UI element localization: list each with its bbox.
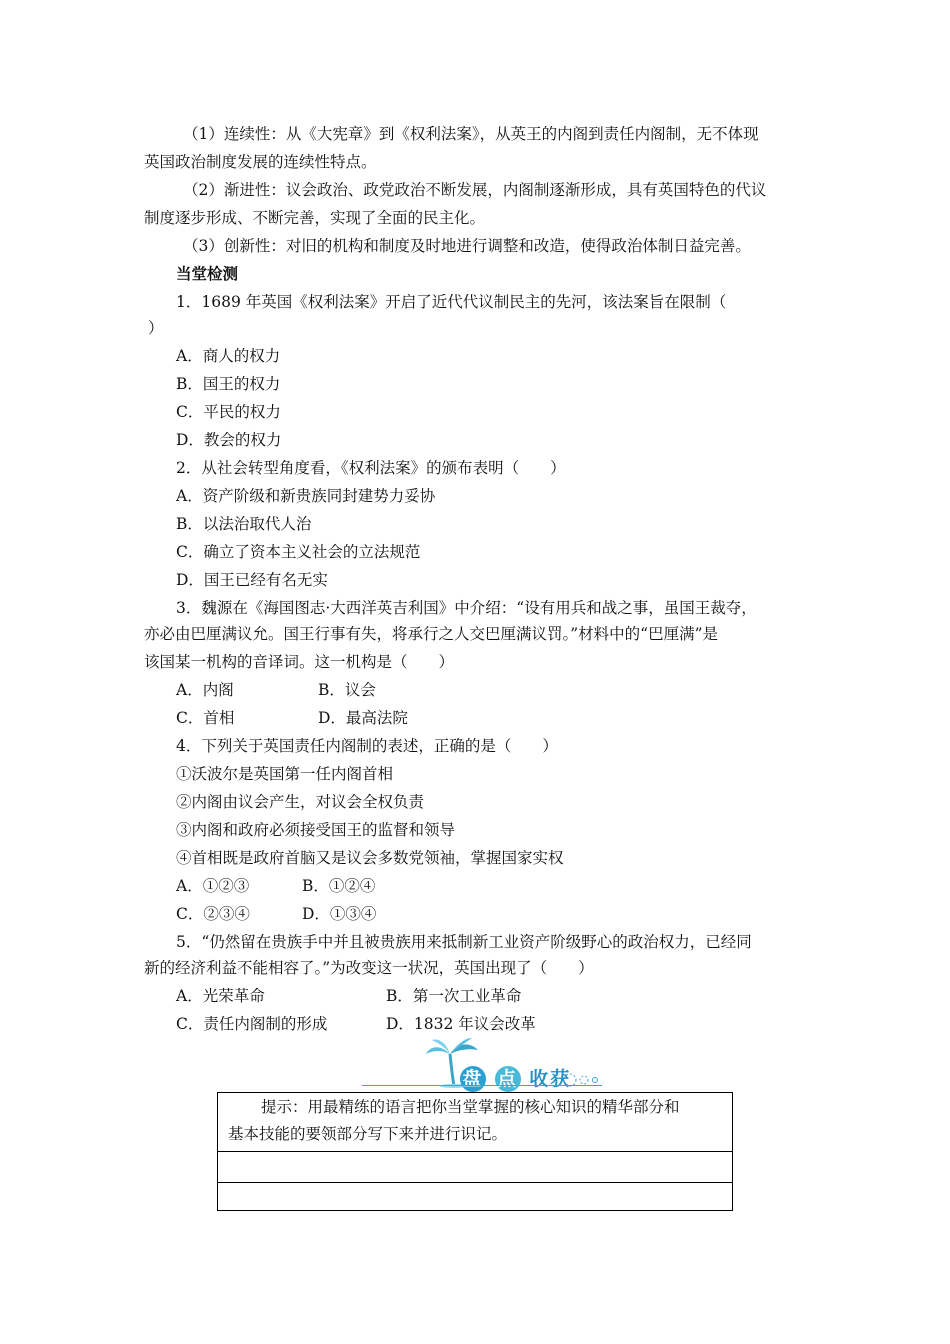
question-2: 2．从社会转型角度看，《权利法案》的颁布表明（ ） [176,459,566,477]
option: A．资产阶级和新贵族同封建势力妥协 [176,487,436,505]
statement: ①沃波尔是英国第一任内阁首相 [176,765,394,783]
option: B．①②④ [302,877,376,895]
statement: ④首相既是政府首脑又是议会多数党领袖，掌握国家实权 [176,849,564,867]
option: D．1832 年议会改革 [386,1015,536,1033]
section-heading: 当堂检测 [176,265,239,283]
option: A．光荣革命 [176,987,265,1005]
option: D．国王已经有名无实 [176,571,328,589]
option: B．以法治取代人治 [176,515,312,533]
hint-text: 基本技能的要领部分写下来并进行识记。 [228,1125,508,1143]
question-1: 1．1689 年英国《权利法案》开启了近代代议制民主的先河，该法案旨在限制（ [176,293,727,311]
option: C．②③④ [176,905,250,923]
banner-char: 收获 [529,1068,572,1090]
banner-title [460,1064,571,1092]
question-3: 3．魏源在《海国图志·大西洋英吉利国》中介绍：“设有用兵和战之事，虽国王裁夺， [176,599,757,617]
text-line: 该国某一机构的音译词。这一机构是（ ） [144,653,455,671]
notes-blank-row[interactable] [218,1151,732,1183]
summary-banner [362,1036,602,1092]
option: A．①②③ [176,877,250,895]
question-4: 4．下列关于英国责任内阁制的表述，正确的是（ ） [176,737,558,755]
hint-text: 提示：用最精练的语言把你当堂掌握的核心知识的精华部分和 [261,1098,680,1116]
option: B．第一次工业革命 [386,987,522,1005]
banner-divider [362,1085,602,1086]
statement: ③内阁和政府必须接受国王的监督和领导 [176,821,456,839]
statement: ②内阁由议会产生，对议会全权负责 [176,793,425,811]
text-line: 新的经济利益不能相容了。”为改变这一状况，英国出现了（ ） [144,959,594,977]
text-line: （2）渐进性：议会政治、政党政治不断发展，内阁制逐渐形成，具有英国特色的代议 [183,181,767,199]
option: C．责任内阁制的形成 [176,1015,328,1033]
option: D．教会的权力 [176,431,282,449]
option: A．商人的权力 [176,347,281,365]
option: A．内阁 [176,681,234,699]
notes-hint-row [218,1093,732,1152]
option: D．最高法院 [318,709,408,727]
question-5: 5．“仍然留在贵族手中并且被贵族用来抵制新工业资产阶级野心的政治权力，已经同 [176,933,752,951]
notes-table [217,1092,733,1211]
text-line: 英国政治制度发展的连续性特点。 [144,153,377,171]
banner-char: 点 [495,1066,521,1092]
text-line: 亦必由巴厘满议允。国王行事有失，将承行之人交巴厘满议罚。”材料中的“巴厘满”是 [144,625,719,643]
text-line: （1）连续性：从《大宪章》到《权利法案》，从英王的内阁到责任内阁制，无不体现 [183,125,759,143]
text-line: 制度逐步形成、不断完善，实现了全面的民主化。 [144,209,486,227]
text-line: ） [148,319,164,337]
option: B．国王的权力 [176,375,281,393]
option: C．平民的权力 [176,403,281,421]
banner-char: 盘 [460,1066,486,1092]
text-line: （3）创新性：对旧的机构和制度及时地进行调整和改造，使得政治体制日益完善。 [183,237,751,255]
option: C．确立了资本主义社会的立法规范 [176,543,421,561]
option: B．议会 [318,681,376,699]
option: C．首相 [176,709,235,727]
option: D．①③④ [302,905,377,923]
